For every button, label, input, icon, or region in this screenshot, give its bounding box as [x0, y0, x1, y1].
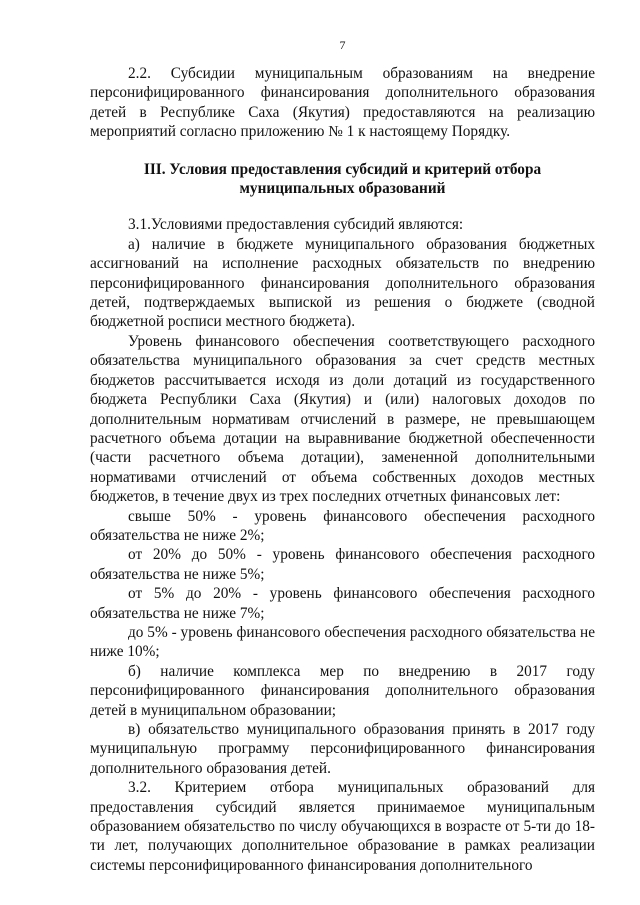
paragraph-condition-c: в) обязательство муниципального образования принять в 2017 году муниципальную программу персонифицированного финансирования дополнительного образования детей. — [90, 721, 595, 777]
paragraph-over-50: свыше 50% - уровень финансового обеспечения расходного обязательства не ниже 2%; — [90, 507, 595, 544]
page-number: 7 — [339, 38, 346, 52]
paragraph-under-5: до 5% - уровень финансового обеспечения расходного обязательства не ниже 10%; — [90, 623, 595, 661]
paragraph-funding-level: Уровень финансового обеспечения соответствующего расходного обязательства муниципального образования за счет средств местных бюджетов рассчитывается исходя из доли дотаций из государственного бюджета Республики Саха (Якутия) и (или) налоговых доходов по дополнительным нормативам отчислений в размере, не превышающем расчетного объема дотации на выравнивание бюджетной обеспеченности (части расчетного объема дотации), замененной дополнительными нормативами отчислений от объема собственных доходов местных бюджетов, в течение двух из трех последних отчетных финансовых лет: — [90, 332, 595, 506]
document-page — [90, 38, 595, 875]
paragraph-3-1: 3.1.Условиями предоставления субсидий являются: — [128, 216, 464, 234]
paragraph-20-50: от 20% до 50% - уровень финансового обеспечения расходного обязательства не ниже 5%; — [90, 546, 595, 583]
paragraph-5-20: от 5% до 20% - уровень финансового обеспечения расходного обязательства не ниже 7%; — [90, 585, 595, 622]
paragraph-3-2: 3.2. Критерием отбора муниципальных образований для предоставления субсидий является принимаемое муниципальным образованием обязательство по числу обучающихся в возрасте от 5-ти до 18-ти лет, получающих дополнительное образование в рамках реализации системы персонифицированного финансирования дополнительного — [90, 779, 595, 874]
section-title: III. Условия предоставления субсидий и критерий отбора муниципальных образований — [143, 160, 542, 198]
paragraph-condition-b: б) наличие комплекса мер по внедрению в 2017 году персонифицированного финансирования дополнительного образования детей в муниципальном образовании; — [90, 662, 595, 719]
paragraph-2-2: 2.2. Субсидии муниципальным образованиям на внедрение персонифицированного финансирования дополнительного образования детей в Республике Саха (Якутия) предоставляются на реализацию мероприятий согласно приложению № 1 к настоящему Порядку. — [90, 65, 595, 141]
paragraph-condition-a: а) наличие в бюджете муниципального образования бюджетных ассигнований на исполнение расходных обязательств по внедрению персонифицированного финансирования дополнительного образования детей, подтверждаемых выпиской из решения о бюджете (сводной бюджетной росписи местного бюджета). — [90, 235, 595, 331]
